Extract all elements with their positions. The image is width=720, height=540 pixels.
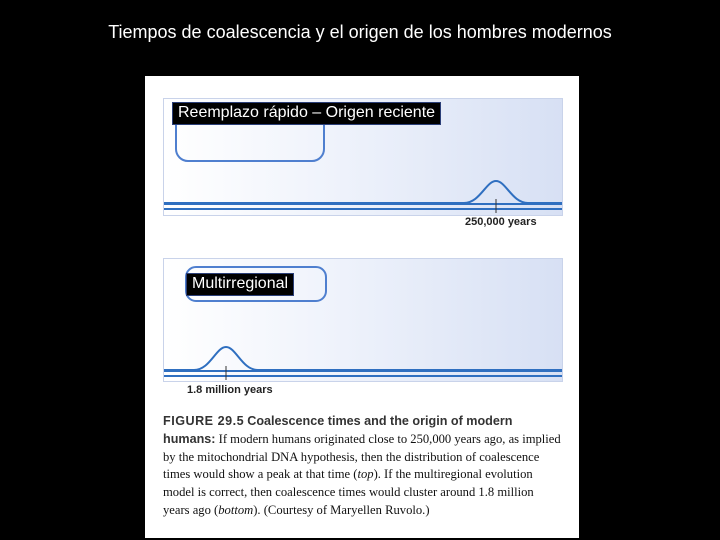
label-multiregional: Multirregional (186, 273, 294, 296)
figure-title-cont: humans: (163, 431, 216, 446)
caption-text: ). If the multiregional evolution model is correct, then coalescence times would cluster around 1.8 million years ago ( (163, 467, 534, 517)
caption-text: ). (Courtesy of Maryellen Ruvolo.) (253, 502, 430, 517)
caption-text: If modern humans originated close to 250,000 years ago, as implied by the mitochondrial DNA hypothesis, then the distribution of coalescence times would show a peak at that time ( (163, 431, 561, 482)
label-rapid-replacement: Reemplazo rápido – Origen reciente (172, 102, 441, 125)
axis-label-250k: 250,000 years (465, 216, 537, 228)
coalescence-peak-curve (164, 347, 562, 370)
figure-title: Coalescence times and the origin of modern (247, 414, 513, 428)
figure-caption (163, 413, 563, 520)
axis-label-1-8m: 1.8 million years (187, 384, 273, 396)
coalescence-peak-curve (164, 181, 562, 203)
slide-title: Tiempos de coalescencia y el origen de los hombres modernos (108, 22, 612, 42)
figure-card (145, 76, 579, 538)
figure-number: FIGURE 29.5 (163, 414, 245, 428)
caption-top-word: top (357, 467, 374, 482)
caption-bottom-word: bottom (218, 502, 254, 517)
